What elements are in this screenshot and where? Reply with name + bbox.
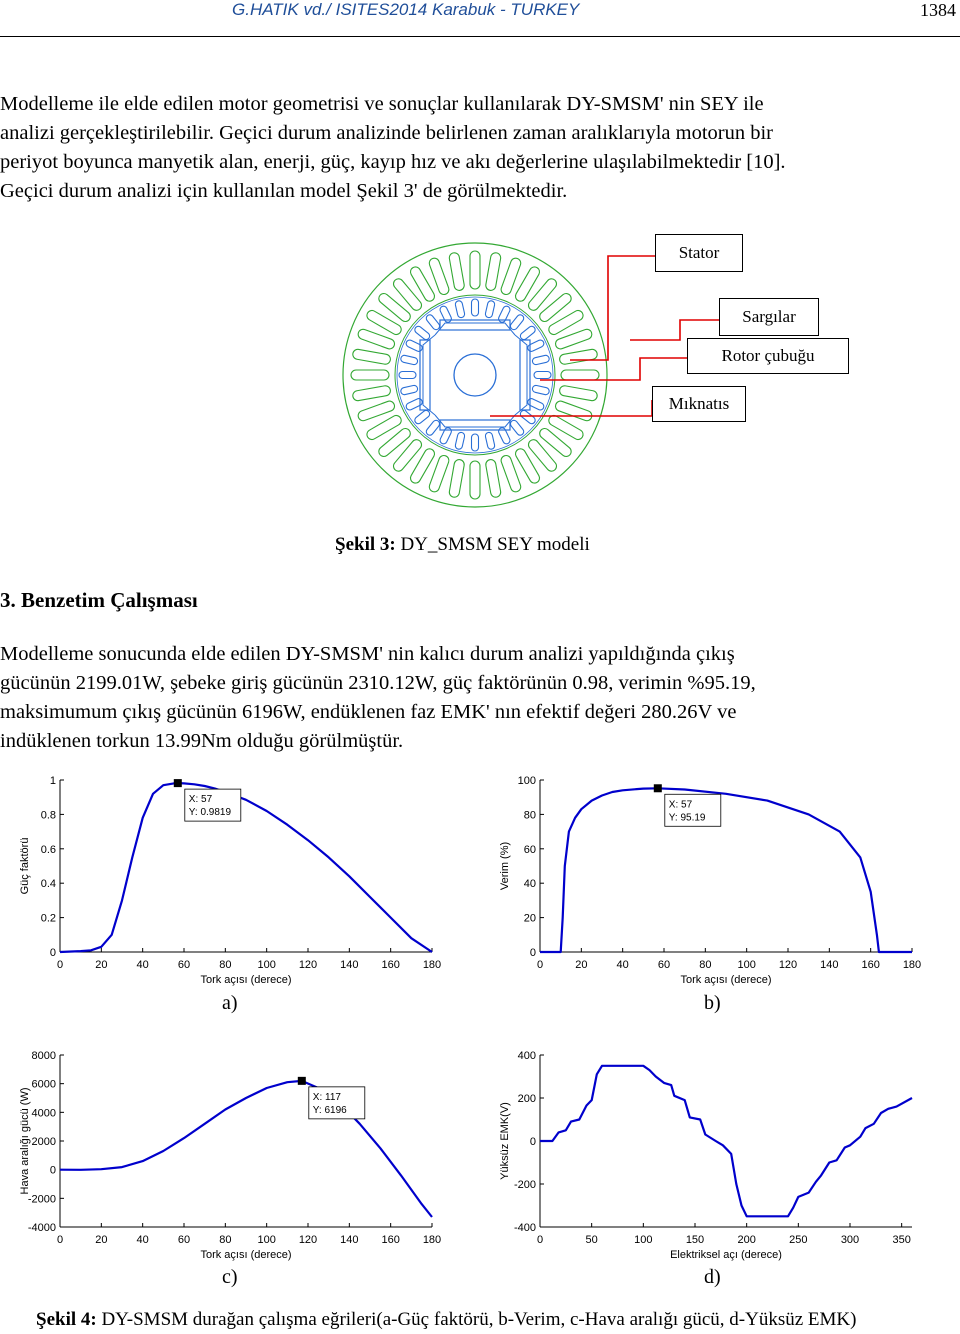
y-tick-label: 4000 [31,1107,56,1120]
stator-slot [470,461,480,499]
x-tick-label: 40 [616,959,629,971]
page-number: 1384 [920,0,956,20]
intro-line: periyot boyunca manyetik alan, enerji, güç, kayıp hız ve akı değerlerine ulaşılabilmektedir [10]. [0,151,786,173]
rotor-bar [405,397,423,411]
y-tick-label: 0 [49,1164,56,1177]
y-tick-label: 2000 [31,1136,56,1148]
section-line: maksimumum çıkış gücünün 6196W, endüklenen faz EMK' nın efektif değeri 280.26V ve [0,701,737,723]
callout-line-magnet [490,400,652,416]
series-line [540,788,912,952]
figure4-caption-label: Şekil 4: [36,1309,97,1330]
y-tick-label: 60 [523,843,536,856]
x-tick-label: 140 [820,959,839,971]
datatip-text: Y: 95.19 [668,812,706,824]
x-tick-label: 0 [536,1234,544,1246]
x-tick-label: 0 [536,959,544,971]
plot-c-label: c) [222,1266,238,1288]
callout-line-stator [570,256,655,360]
plot-b-label: b) [704,992,721,1014]
x-tick-label: 60 [657,959,671,971]
x-tick-label: 250 [789,1234,808,1246]
intro-line: Geçici durum analizi için kullanılan model Şekil 3' de görülmektedir. [0,180,568,202]
section-heading: 3. Benzetim Çalışması [0,588,198,612]
figure3-caption-label: Şekil 3: [335,534,396,555]
section-paragraph [0,640,946,756]
x-tick-label: 140 [340,959,359,971]
x-axis-label: Elektriksel açı (derece) [670,1249,782,1261]
y-tick-label: 0 [529,947,536,959]
y-tick-label: 20 [523,912,536,925]
x-axis-label: Tork açısı (derece) [680,974,772,986]
x-tick-label: 200 [737,1234,756,1246]
plot-power-factor [0,765,470,995]
callout-line-windings [630,320,720,340]
y-axis-label: Verim (%) [499,841,511,891]
section-line: gücünün 2199.01W, şebeke giriş gücünün 2310.12W, güç faktörünün 0.98, verimin %95.19, [0,672,756,694]
section-line: indüklenen torkun 13.99Nm olduğu görülmüştür. [0,730,404,752]
section-line: Modelleme sonucunda elde edilen DY-SMSM' nin kalıcı durum analizi yapıldığında çıkış [0,643,735,665]
x-tick-label: 50 [585,1234,598,1246]
y-axis-label: Güç faktörü [19,837,31,895]
plot-airgap-power [0,1040,470,1270]
rotor-bar [400,355,418,366]
stator-slot [391,438,423,474]
stator-slot [352,385,391,401]
datatip-text: Y: 0.9819 [188,807,232,819]
stator-slot [449,252,465,291]
rotor-bar [455,300,466,318]
rotor-bar [455,432,466,450]
data-marker [654,784,662,792]
x-tick-label: 120 [778,959,798,971]
y-tick-label: 200 [517,1093,536,1105]
stator-slot [351,370,389,380]
rotor-bar [425,313,441,331]
plot-a-label: a) [222,992,238,1014]
rotor-bar [413,325,431,341]
stator-slot [449,459,465,498]
x-tick-label: 180 [422,959,442,971]
plot-d-label: d) [704,1266,721,1288]
rotor-bar [472,299,479,316]
y-tick-label: 0 [529,1136,536,1148]
y-tick-label: 0.6 [40,843,56,856]
y-tick-label: -200 [513,1179,536,1191]
callout-magnet: Mıknatıs [652,386,746,422]
callout-line-rotor-bar [540,358,688,380]
stator-slot [377,291,413,323]
figure4-caption-text: DY-SMSM durağan çalışma eğrileri(a-Güç faktörü, b-Verim, c-Hava aralığı gücü, d-Yüksüz EMK) [96,1309,857,1330]
callout-rotor-bar: Rotor çubuğu [687,338,849,374]
x-tick-label: 40 [136,1234,149,1246]
x-tick-label: 80 [219,959,232,971]
x-tick-label: 80 [699,959,712,971]
x-tick-label: 20 [575,959,588,971]
x-tick-label: 160 [381,1234,400,1246]
stator-slot [352,349,391,365]
y-axis-label: Yüksüz EMK(V) [499,1102,511,1180]
x-axis-label: Tork açısı (derece) [200,1249,292,1261]
stator-slot [526,438,558,474]
plot-efficiency [480,765,950,995]
series-line [60,1081,432,1217]
callout-stator: Stator [655,234,743,272]
intro-line: Modelleme ile elde edilen motor geometrisi ve sonuçlar kullanılarak DY-SMSM' nin SEY ile [0,93,764,115]
rotor-bar [425,419,441,437]
rotor-bar [400,385,418,396]
y-tick-label: 80 [523,809,536,822]
x-tick-label: 120 [298,959,318,971]
figure4-caption [36,1309,856,1331]
x-tick-label: 180 [422,1234,442,1246]
x-tick-label: 20 [95,1234,108,1246]
stator-slot [485,459,501,498]
x-tick-label: 40 [136,959,149,971]
header-rule [0,36,960,37]
plot-no-load-emf [480,1040,950,1270]
datatip-text: Y: 6196 [312,1104,347,1116]
y-tick-label: 0.2 [40,912,56,925]
y-tick-label: -400 [513,1222,536,1234]
intro-paragraph [0,90,946,206]
y-tick-label: 6000 [31,1078,56,1091]
data-marker [174,779,182,787]
x-tick-label: 180 [902,959,922,971]
x-tick-label: 60 [177,1234,191,1246]
x-tick-label: 160 [381,959,400,971]
callout-windings: Sargılar [719,298,819,336]
x-tick-label: 60 [177,959,191,971]
stator-slot [391,277,423,313]
datatip-text: X: 117 [312,1091,341,1103]
datatip-text: X: 57 [668,799,693,811]
datatip-text: X: 57 [188,794,213,806]
y-tick-label: 0.8 [40,809,56,822]
x-tick-label: 100 [257,959,276,971]
y-tick-label: 0.4 [40,878,56,891]
x-tick-label: 80 [219,1234,232,1246]
x-tick-label: 120 [298,1234,318,1246]
figure3-caption-text: DY_SMSM SEY modeli [395,534,590,555]
y-tick-label: 100 [517,775,536,787]
rotor-bar [439,305,453,323]
x-tick-label: 100 [634,1234,653,1246]
rotor-bar [472,434,479,451]
x-tick-label: 20 [95,959,108,971]
rotor-bar [439,427,453,445]
series-line [60,783,432,952]
x-tick-label: 150 [685,1234,705,1246]
y-axis-label: Hava aralığı gücü (W) [19,1087,31,1195]
rotor-bar [399,372,416,379]
x-tick-label: 0 [56,959,64,971]
y-tick-label: 8000 [31,1050,56,1062]
x-tick-label: 350 [892,1234,911,1246]
x-tick-label: 300 [840,1234,860,1246]
intro-line: analizi gerçekleştirilebilir. Geçici durum analizinde belirlenen zaman aralıklarıyla motorun bir [0,122,773,144]
y-tick-label: 40 [523,878,536,891]
y-tick-label: -4000 [27,1222,56,1234]
y-tick-label: 0 [49,947,56,959]
running-header: G.HATIK vd./ ISITES2014 Karabuk - TURKEY [232,0,580,19]
rotor-bar [413,409,431,425]
y-tick-label: 400 [517,1050,536,1062]
x-tick-label: 100 [257,1234,276,1246]
x-tick-label: 140 [340,1234,359,1246]
stator-slot [470,251,480,289]
y-tick-label: 1 [49,775,56,787]
flux-barrier [423,335,435,415]
x-tick-label: 0 [56,1234,64,1246]
y-tick-label: -2000 [27,1193,56,1206]
data-marker [298,1077,306,1085]
x-axis-label: Tork açısı (derece) [200,974,292,986]
rotor-bar [405,339,423,353]
x-tick-label: 100 [737,959,756,971]
stator-slot [377,426,413,458]
series-line [540,1066,912,1217]
x-tick-label: 160 [861,959,880,971]
figure3-caption [335,534,590,556]
